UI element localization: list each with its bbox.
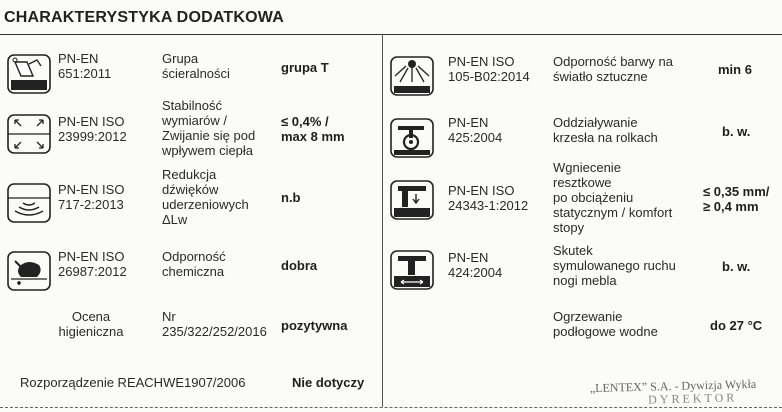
right-norm-3: PN-EN 424:2004 bbox=[448, 250, 503, 280]
stamp-line-company: „LENTEX” S.A. - Dywizja Wykła bbox=[589, 376, 757, 396]
light-fastness-icon bbox=[390, 56, 434, 96]
right-property-1: Oddziaływanie krzesła na rolkach bbox=[553, 115, 658, 145]
right-property-4: Ogrzewanie podłogowe wodne bbox=[553, 309, 658, 339]
chemical-resistance-icon bbox=[7, 251, 51, 291]
right-norm-0: PN-EN ISO 105-B02:2014 bbox=[448, 54, 530, 84]
sound-reduction-icon bbox=[7, 183, 51, 223]
left-norm-1: PN-EN ISO 23999:2012 bbox=[58, 114, 127, 144]
right-value-3: b. w. bbox=[722, 259, 751, 274]
right-value-2: ≤ 0,35 mm/ ≥ 0,4 mm bbox=[703, 184, 770, 214]
right-norm-1: PN-EN 425:2004 bbox=[448, 115, 503, 145]
reach-label: Rozporządzenie REACHWE1907/2006 bbox=[20, 375, 246, 390]
right-value-1: b. w. bbox=[722, 124, 751, 139]
right-property-3: Skutek symulowanego ruchu nogi mebla bbox=[553, 243, 676, 288]
header-divider bbox=[0, 34, 782, 35]
column-divider bbox=[382, 34, 383, 407]
castor-chair-icon bbox=[390, 118, 434, 158]
footer-divider bbox=[0, 407, 782, 408]
reach-value: Nie dotyczy bbox=[292, 375, 365, 390]
right-property-0: Odporność barwy na światło sztuczne bbox=[553, 54, 673, 84]
left-property-1: Stabilność wymiarów / Zwijanie się pod wpływem ciepła bbox=[162, 98, 256, 158]
left-property-3: Odporność chemiczna bbox=[162, 249, 226, 279]
furniture-leg-icon bbox=[390, 250, 434, 290]
right-value-4: do 27 °C bbox=[710, 318, 763, 333]
right-norm-2: PN-EN ISO 24343-1:2012 bbox=[448, 183, 529, 213]
left-norm-2: PN-EN ISO 717-2:2013 bbox=[58, 182, 125, 212]
left-value-1: ≤ 0,4% / max 8 mm bbox=[281, 114, 345, 144]
left-property-2: Redukcja dźwięków uderzeniowych ΔLw bbox=[162, 167, 249, 227]
abrasion-icon bbox=[7, 54, 51, 94]
left-value-3: dobra bbox=[281, 258, 318, 273]
right-property-2: Wgniecenie resztkowe po obciążeniu statycznym / komfort stopy bbox=[553, 160, 673, 235]
right-value-0: min 6 bbox=[718, 62, 752, 77]
left-property-4: Nr 235/322/252/2016 bbox=[162, 309, 267, 339]
left-property-0: Grupa ścieralności bbox=[162, 51, 230, 81]
company-stamp bbox=[590, 378, 757, 408]
left-value-2: n.b bbox=[281, 190, 301, 205]
left-value-0: grupa T bbox=[281, 60, 329, 75]
dimensional-stability-icon bbox=[7, 114, 51, 154]
stamp-line-director: DYREKTOR bbox=[647, 390, 738, 407]
left-norm-4: Ocena higieniczna bbox=[58, 309, 124, 339]
left-value-4: pozytywna bbox=[281, 318, 348, 333]
page-title: CHARAKTERYSTYKA DODATKOWA bbox=[4, 9, 284, 26]
left-norm-3: PN-EN ISO 26987:2012 bbox=[58, 249, 127, 279]
residual-indentation-icon bbox=[390, 180, 434, 220]
left-norm-0: PN-EN 651:2011 bbox=[58, 51, 112, 81]
